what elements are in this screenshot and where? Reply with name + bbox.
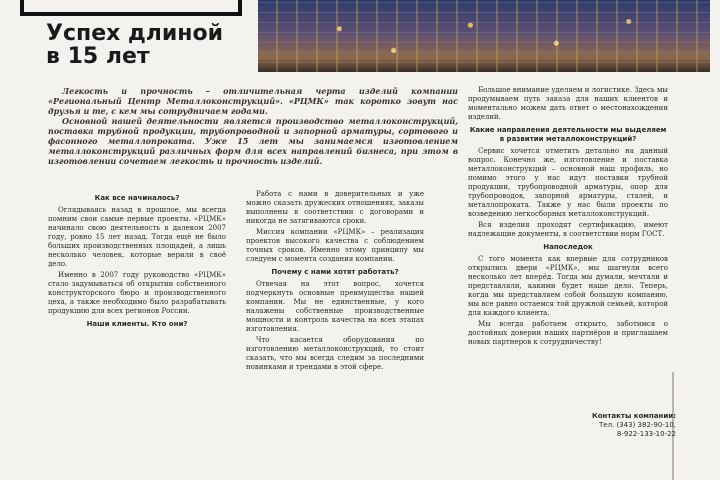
industrial-plant-photo bbox=[258, 0, 710, 72]
body-paragraph: Сервис хочется отметить детально на данный вопрос. Конечно же, изготовление и поставка металлоконструкций – основной наш профиль, но помимо этого у нас идут поставки трубной продукции, трубопроводной арматуры, опор для трубопроводов, запорной арматуры, сталей, и металлопроката. Также у нас были проекты по возведению легкосборных металлоконструкций. bbox=[468, 147, 668, 218]
page-title-line-1: Успех длиной bbox=[46, 21, 223, 46]
article-column-3 bbox=[468, 86, 668, 349]
body-paragraph: Вся изделия проходят сертификацию, имеют надлежащие документы, в соответствии норм ГОСТ. bbox=[468, 221, 668, 238]
body-paragraph: Работа с нами в доверительных и уже можно сказать дружеских отношениях, заказы выполнены в соответствии с договорами и никогда не затягиваются сроки. bbox=[246, 190, 424, 225]
section-heading-our-clients: Наши клиенты. Кто они? bbox=[86, 320, 188, 328]
body-paragraph: Миссия компании «РЦМК» – реализация проектов высокого качества с соблюдением точных сроков. Именно этому принципу мы следуем с момента создания компании. bbox=[246, 228, 424, 263]
section-heading-how-it-began: Как все начиналось? bbox=[94, 194, 180, 202]
page-title-line-2: в 15 лет bbox=[46, 44, 150, 69]
body-paragraph: Мы всегда работаем открыто, заботимся о достойных доверии наших партнёров и приглашаем новых партнеров к сотрудничеству! bbox=[468, 320, 668, 346]
body-paragraph: Оглядываясь назад в прошлое, мы всегда помним свои самые первые проекты. «РЦМК» начинало свою деятельность в далеком 2007 году, ровно 15 лет назад. Тогда ещё не было больших производственных площадей, а лишь несколько человек, которые верили в своё дело. bbox=[48, 206, 226, 268]
section-heading-finally: Напоследок bbox=[543, 243, 593, 251]
body-paragraph: Именно в 2007 году руководство «РЦМК» стало задумываться об открытии собственного конструкторского бюро и производственного цеха, а также необходимо было разрабатывать продукцию для всех регионов России. bbox=[48, 271, 226, 315]
header-frame bbox=[20, 0, 242, 16]
contacts-phone-2[interactable]: 8-922-133-10-22 bbox=[616, 430, 676, 438]
lead-paragraph-2: Основной нашей деятельности является производство металлоконструкций, поставка трубной продукции, трубопроводной и запорной арматуры, сортового и фасонного металлопроката. Уже 15 лет мы занимаемся изготовлением металлоконструкций различных форм для всех направлений бизнеса, при этом в изготовлении сочетаем легкость и прочность изделий. bbox=[48, 116, 458, 166]
contacts-block bbox=[556, 412, 676, 439]
page-title bbox=[46, 22, 223, 68]
body-paragraph: Что касается оборудования по изготовлению металлоконструкций, то стоит сказать, что мы всегда следим за последними новинками и трендами в этой сфере. bbox=[246, 336, 424, 371]
body-paragraph: Отвечая на этот вопрос, хочется подчеркнуть основные преимущества нашей компании. Мы не единственные, у кого налажены собственные производственные мощности и контроль качества на всех этапах изготовления. bbox=[246, 280, 424, 333]
lead-paragraph bbox=[48, 86, 458, 166]
lead-paragraph-1: Легкость и прочность – отличительная черта изделий компании «Региональный Центр Металлоконструкций». «РЦМК» так коротко зовут нас друзья и те, с кем мы сотрудничаем годами. bbox=[48, 86, 458, 116]
section-heading-why-work-with-us: Почему с нами хотят работать? bbox=[271, 268, 399, 276]
section-heading-directions: Какие направления деятельности мы выделяем в развитии металлоконструкций? bbox=[469, 126, 667, 143]
body-paragraph: С того момента как впервые для сотрудников открылись двери «РЦМК», мы шагнули всего несколько лет вперёд. Тогда мы думали, мечтали и представляли, какими будет наше дело. Теперь, когда мы представляем собой большую компанию, мы все равно остаемся той дружной семьей, которой для каждого клиента. bbox=[468, 255, 668, 317]
article-column-2 bbox=[246, 190, 424, 374]
contacts-label: Контакты компании: bbox=[591, 412, 676, 420]
article-column-1 bbox=[48, 190, 226, 332]
body-paragraph: Большое внимание уделяем и логистике. Здесь мы продумываем путь заказа для наших клиентов и моментально можем дать ответ о местонахождении изделий. bbox=[468, 86, 668, 121]
contacts-phone-1[interactable]: Тел. (343) 382-90-10, bbox=[598, 421, 676, 429]
